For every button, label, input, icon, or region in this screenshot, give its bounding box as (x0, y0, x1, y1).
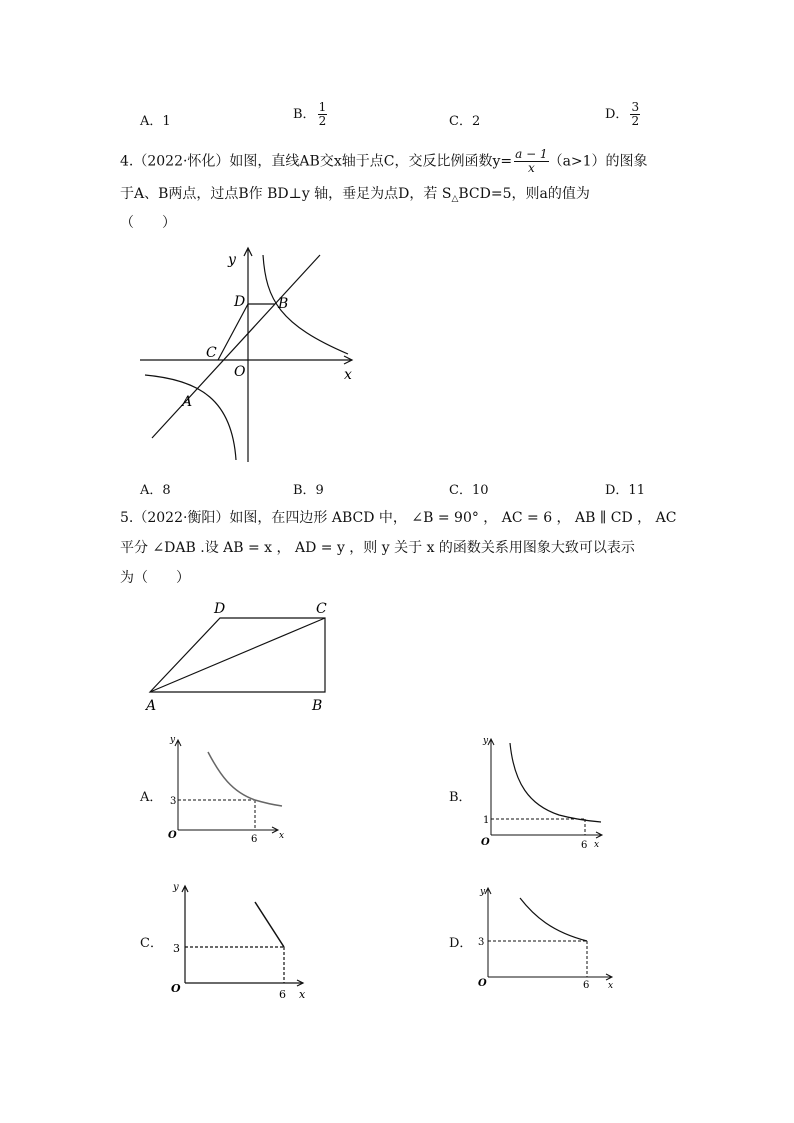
x-mark: 6 (279, 988, 286, 1001)
q5-graph-b (474, 733, 614, 851)
y-mark: 3 (170, 796, 177, 807)
q4-line-1: 4.（2022·怀化）如图，直线AB交x轴于点C，交反比例函数y= $\frac{a - 1}{x}$ （a>1）的图象 (120, 147, 648, 175)
q4-fraction: $\frac{a - 1}{x}$ (515, 147, 548, 175)
option-label: C． (449, 114, 472, 129)
option-value: 2 (471, 114, 481, 129)
label-x: x (299, 988, 306, 1001)
label-c: C (316, 601, 327, 617)
q3-option-a (140, 110, 171, 129)
segment-dc (218, 304, 248, 360)
label-y: y (483, 736, 489, 746)
q5-line-1: 5.（2022·衡阳）如图，在四边形 ABCD 中， ∠B = 90° ， AC = 6 ， AB ∥ CD ， AC (120, 510, 677, 526)
label-c: C (206, 345, 217, 361)
q5-line-3: 为（ ） (120, 570, 190, 586)
x-mark: 6 (251, 834, 258, 845)
label-y: y (480, 887, 486, 897)
q5-option-b-label: B． (449, 790, 472, 805)
label-d: D (214, 601, 226, 617)
hyperbola-upper-branch (263, 255, 348, 354)
q3-option-d (605, 101, 640, 128)
label-x: x (608, 981, 614, 991)
q5-quadrilateral-figure (140, 595, 340, 720)
q5-option-d-label: D． (449, 936, 473, 951)
q3-option-c (449, 110, 480, 129)
curve (208, 752, 282, 806)
option-fraction: $\frac{1}{2}$ (318, 100, 327, 128)
curve (520, 898, 587, 941)
y-mark: 3 (173, 942, 180, 955)
hyperbola-lower-branch (145, 375, 236, 460)
label-o: O (168, 830, 177, 841)
q4-figure (130, 240, 360, 465)
q5-option-c-label: C． (140, 936, 163, 951)
y-mark: 1 (483, 815, 490, 826)
option-label: D． (605, 107, 629, 122)
label-a: A (146, 698, 157, 714)
q3-option-b (293, 101, 327, 128)
q4-option-a: A．8 (140, 483, 171, 498)
label-d: D (234, 294, 246, 310)
q4-option-b: B．9 (293, 483, 324, 498)
label-a: A (182, 394, 193, 410)
y-mark: 3 (478, 937, 485, 948)
label-x: x (594, 840, 600, 850)
q4-option-d: D．11 (605, 483, 645, 498)
label-b: B (278, 296, 289, 312)
q5-graph-a (160, 730, 290, 845)
option-value: 1 (162, 114, 171, 129)
label-y: y (228, 252, 236, 268)
label-o: O (478, 978, 487, 989)
label-o: O (481, 837, 490, 848)
q5-graph-d (474, 882, 619, 994)
line-ab (152, 255, 320, 438)
label-x: x (279, 831, 285, 841)
label-x: x (344, 367, 352, 383)
q4-line-3: （ ） (120, 215, 176, 231)
x-mark: 6 (583, 980, 590, 991)
label-y: y (173, 882, 179, 893)
label-o: O (171, 982, 181, 995)
q4-option-c: C．10 (449, 483, 489, 498)
diagonal-ac (150, 618, 325, 692)
option-fraction: $\frac{3}{2}$ (631, 100, 640, 128)
label-y: y (170, 735, 176, 745)
label-o: O (234, 364, 246, 380)
q5-line-2: 平分 ∠DAB .设 AB = x ， AD = y ，则 y 关于 x 的函数关系用图象大致可以表示 (120, 540, 635, 556)
q5-option-a-label: A． (140, 790, 163, 805)
option-label: B． (293, 107, 316, 122)
curve (510, 743, 601, 822)
q5-graph-c (163, 878, 313, 1003)
x-mark: 6 (581, 840, 588, 851)
label-b: B (312, 698, 323, 714)
segment (255, 902, 284, 947)
q4-line-2: 于A、B两点，过点B作 BD⊥y 轴，垂足为点D，若 $S_\triangle BCD=5$，则a的值为 (120, 186, 590, 204)
option-label: A． (140, 114, 163, 129)
